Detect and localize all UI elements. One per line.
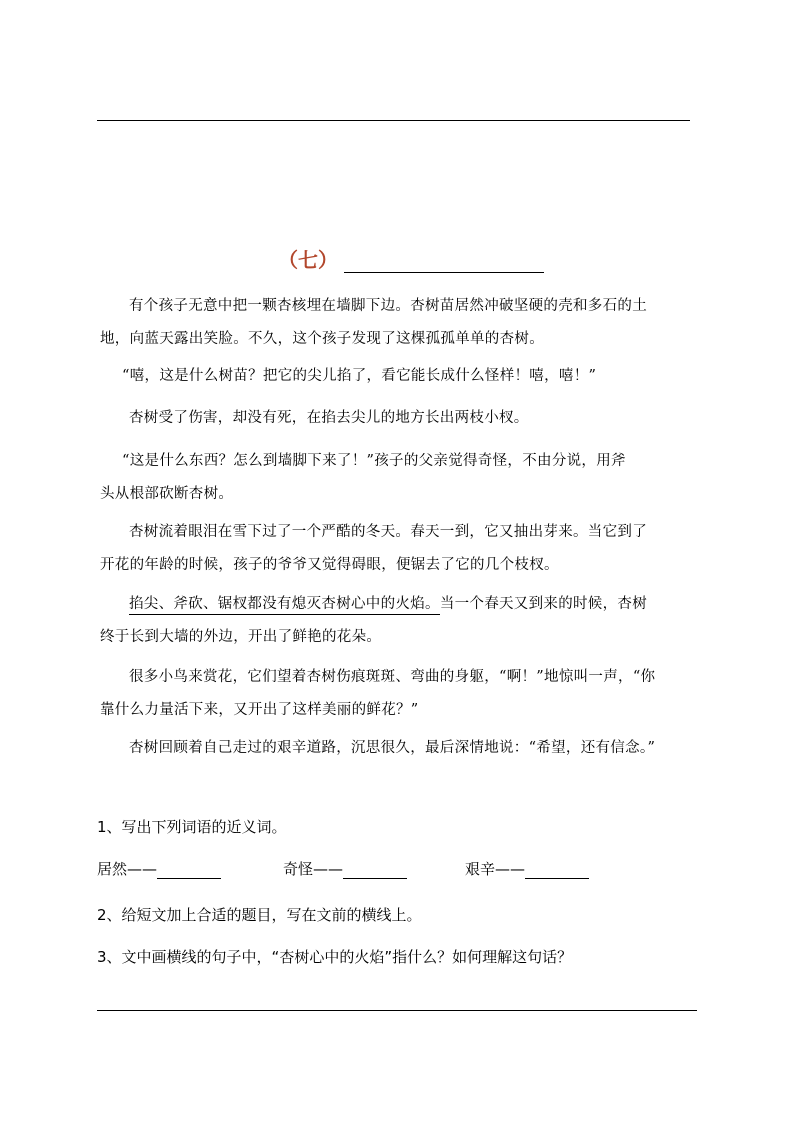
paragraph-3 [100, 402, 700, 435]
synonym-blank[interactable] [525, 860, 589, 879]
paragraph-line: 终于长到大墙的外边，开出了鲜艳的花朵。 [100, 629, 382, 645]
paragraph-line: 头从根部砍断杏树。 [100, 486, 234, 502]
underlined-sentence: 掐尖、斧砍、锯杈都没有熄灭杏树心中的火焰。 [129, 596, 440, 615]
paragraph-5 [100, 516, 700, 582]
title-number: （七） [278, 248, 338, 272]
question-1: 1、写出下列词语的近义词。 [97, 818, 287, 836]
sentence-continuation: 当一个春天又到来的时候，杏树 [439, 596, 648, 612]
synonym-item [465, 858, 589, 879]
paragraph-line: 杏树流着眼泪在雪下过了一个严酷的冬天。春天一到，它又抽出芽来。当它到了 [129, 524, 647, 540]
question-3: 3、文中画横线的句子中，“杏树心中的火焰”指什么？如何理解这句话？ [97, 948, 573, 966]
paragraph-7 [100, 661, 700, 727]
question-2: 2、给短文加上合适的题目，写在文前的横线上。 [97, 906, 422, 924]
paragraph-line: 杏树回顾着自己走过的艰辛道路，沉思很久，最后深情地说：“希望，还有信念。” [129, 740, 656, 756]
synonym-word: 艰辛—— [465, 860, 526, 878]
paragraph-line: 地，向蓝天露出笑脸。不久，这个孩子发现了这棵孤孤单单的杏树。 [100, 331, 544, 347]
synonym-item [283, 858, 407, 879]
top-answer-line [97, 120, 690, 121]
synonym-blank[interactable] [157, 860, 221, 879]
synonym-word: 居然—— [97, 860, 158, 878]
title-answer-blank[interactable] [344, 250, 544, 273]
synonym-blank[interactable] [343, 860, 407, 879]
paragraph-8 [100, 732, 700, 765]
paragraph-line: 开花的年龄的时候，孩子的爷爷又觉得碍眼，便锯去了它的几个枝杈。 [100, 557, 559, 573]
synonym-word: 奇怪—— [283, 860, 344, 878]
paragraph-line: “这是什么东西？怎么到墙脚下来了！”孩子的父亲觉得奇怪，不由分说，用斧 [122, 453, 626, 469]
paragraph-line: 有个孩子无意中把一颗杏核埋在墙脚下边。杏树苗居然冲破坚硬的壳和多石的土 [129, 298, 647, 314]
paragraph-line: 靠什么力量活下来，又开出了这样美丽的鲜花？” [100, 702, 419, 718]
paragraph-line [100, 588, 700, 621]
paragraph-line: “嘻，这是什么树苗？把它的尖儿掐了，看它能长成什么怪样！嘻，嘻！” [122, 368, 597, 384]
bottom-answer-line[interactable] [97, 1010, 697, 1011]
paragraph-line: 杏树受了伤害，却没有死，在掐去尖儿的地方长出两枝小杈。 [129, 410, 529, 426]
paragraph-1 [100, 290, 700, 356]
paragraph-4 [100, 445, 700, 511]
paragraph-6 [100, 588, 700, 654]
synonym-item [97, 858, 221, 879]
passage-title [278, 244, 544, 273]
paragraph-2 [100, 360, 700, 393]
paragraph-line: 很多小鸟来赏花，它们望着杏树伤痕斑斑、弯曲的身躯，“啊！”地惊叫一声，“你 [129, 669, 656, 685]
